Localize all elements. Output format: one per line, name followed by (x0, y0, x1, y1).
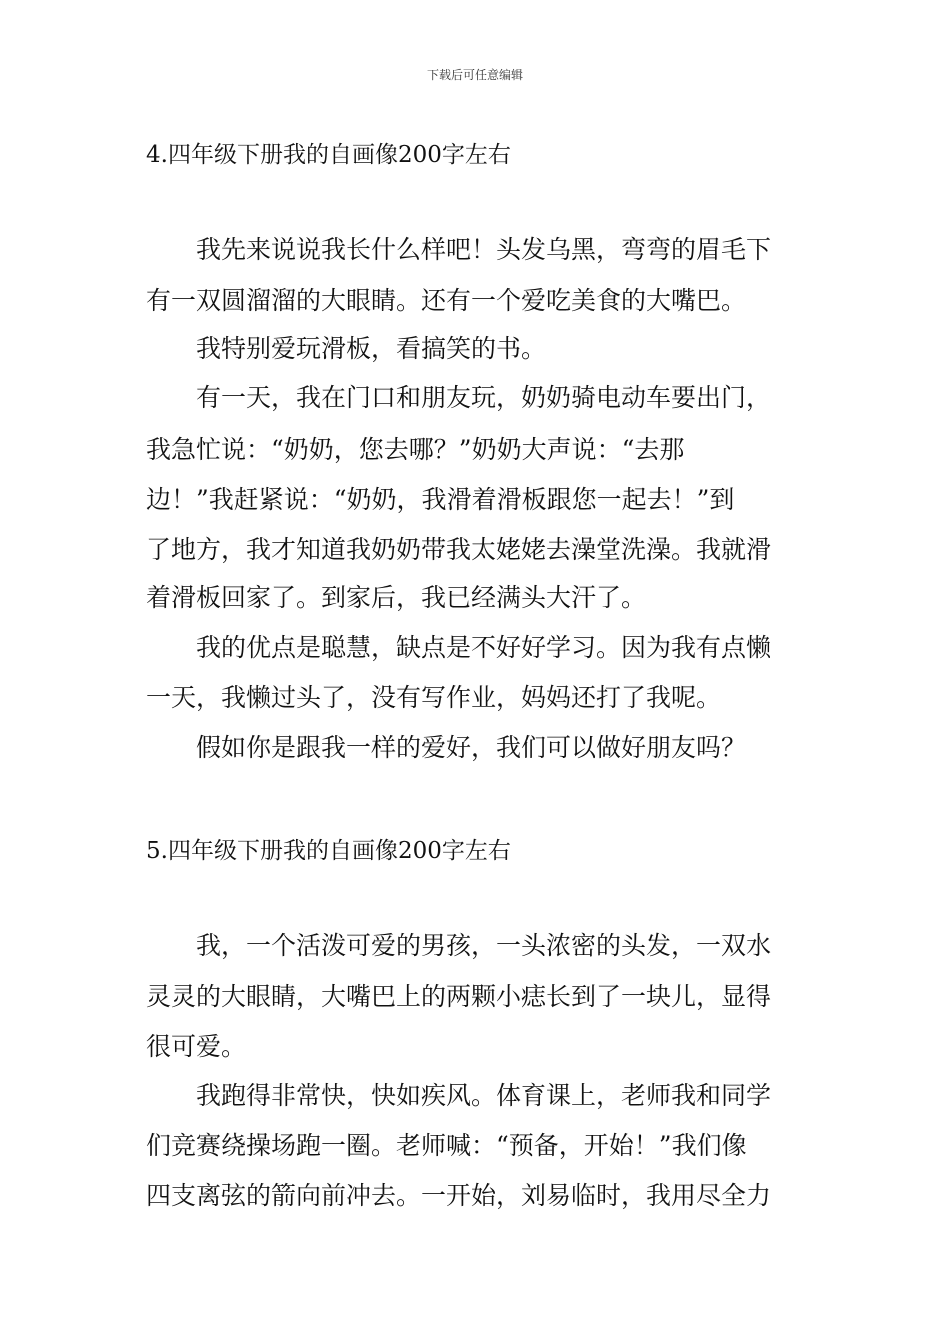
section-4-line: 有一双圆溜溜的大眼睛。还有一个爱吃美食的大嘴巴。 (146, 286, 747, 315)
section-4-line: 着滑板回家了。到家后，我已经满头大汗了。 (146, 583, 647, 612)
section-4-line: 假如你是跟我一样的爱好，我们可以做好朋友吗？ (196, 733, 747, 762)
section-4-line: 有一天，我在门口和朋友玩，奶奶骑电动车要出门， (196, 383, 772, 412)
section-4-line: 我特别爱玩滑板，看搞笑的书。 (196, 334, 547, 363)
section-4-line: 一天，我懒过头了，没有写作业，妈妈还打了我呢。 (146, 683, 722, 712)
section-5-line: 我，一个活泼可爱的男孩，一头浓密的头发，一双水 (196, 931, 772, 960)
section-4-line: 了地方，我才知道我奶奶带我太姥姥去澡堂洗澡。我就滑 (146, 535, 772, 564)
section-4-line: 边！”我赶紧说：“奶奶，我滑着滑板跟您一起去！”到 (146, 485, 735, 514)
section-5-title: 5.四年级下册我的自画像200字左右 (146, 838, 511, 864)
section-5-line: 很可爱。 (146, 1032, 247, 1061)
section-4-title: 4.四年级下册我的自画像200字左右 (146, 142, 511, 168)
section-4-line: 我急忙说：“奶奶，您去哪？”奶奶大声说：“去那 (146, 435, 685, 464)
page-header: 下载后可任意编辑 (426, 68, 523, 82)
section-5-line: 们竞赛绕操场跑一圈。老师喊：“预备，开始！”我们像 (146, 1131, 747, 1160)
section-5-line: 我跑得非常快，快如疾风。体育课上，老师我和同学 (196, 1081, 772, 1110)
section-4-line: 我先来说说我长什么样吧！头发乌黑，弯弯的眉毛下 (196, 235, 772, 264)
section-4-line: 我的优点是聪慧，缺点是不好好学习。因为我有点懒 (196, 633, 772, 662)
section-5-line: 四支离弦的箭向前冲去。一开始，刘易临时，我用尽全力 (146, 1181, 772, 1210)
section-5-line: 灵灵的大眼睛，大嘴巴上的两颗小痣长到了一块儿，显得 (146, 982, 772, 1011)
